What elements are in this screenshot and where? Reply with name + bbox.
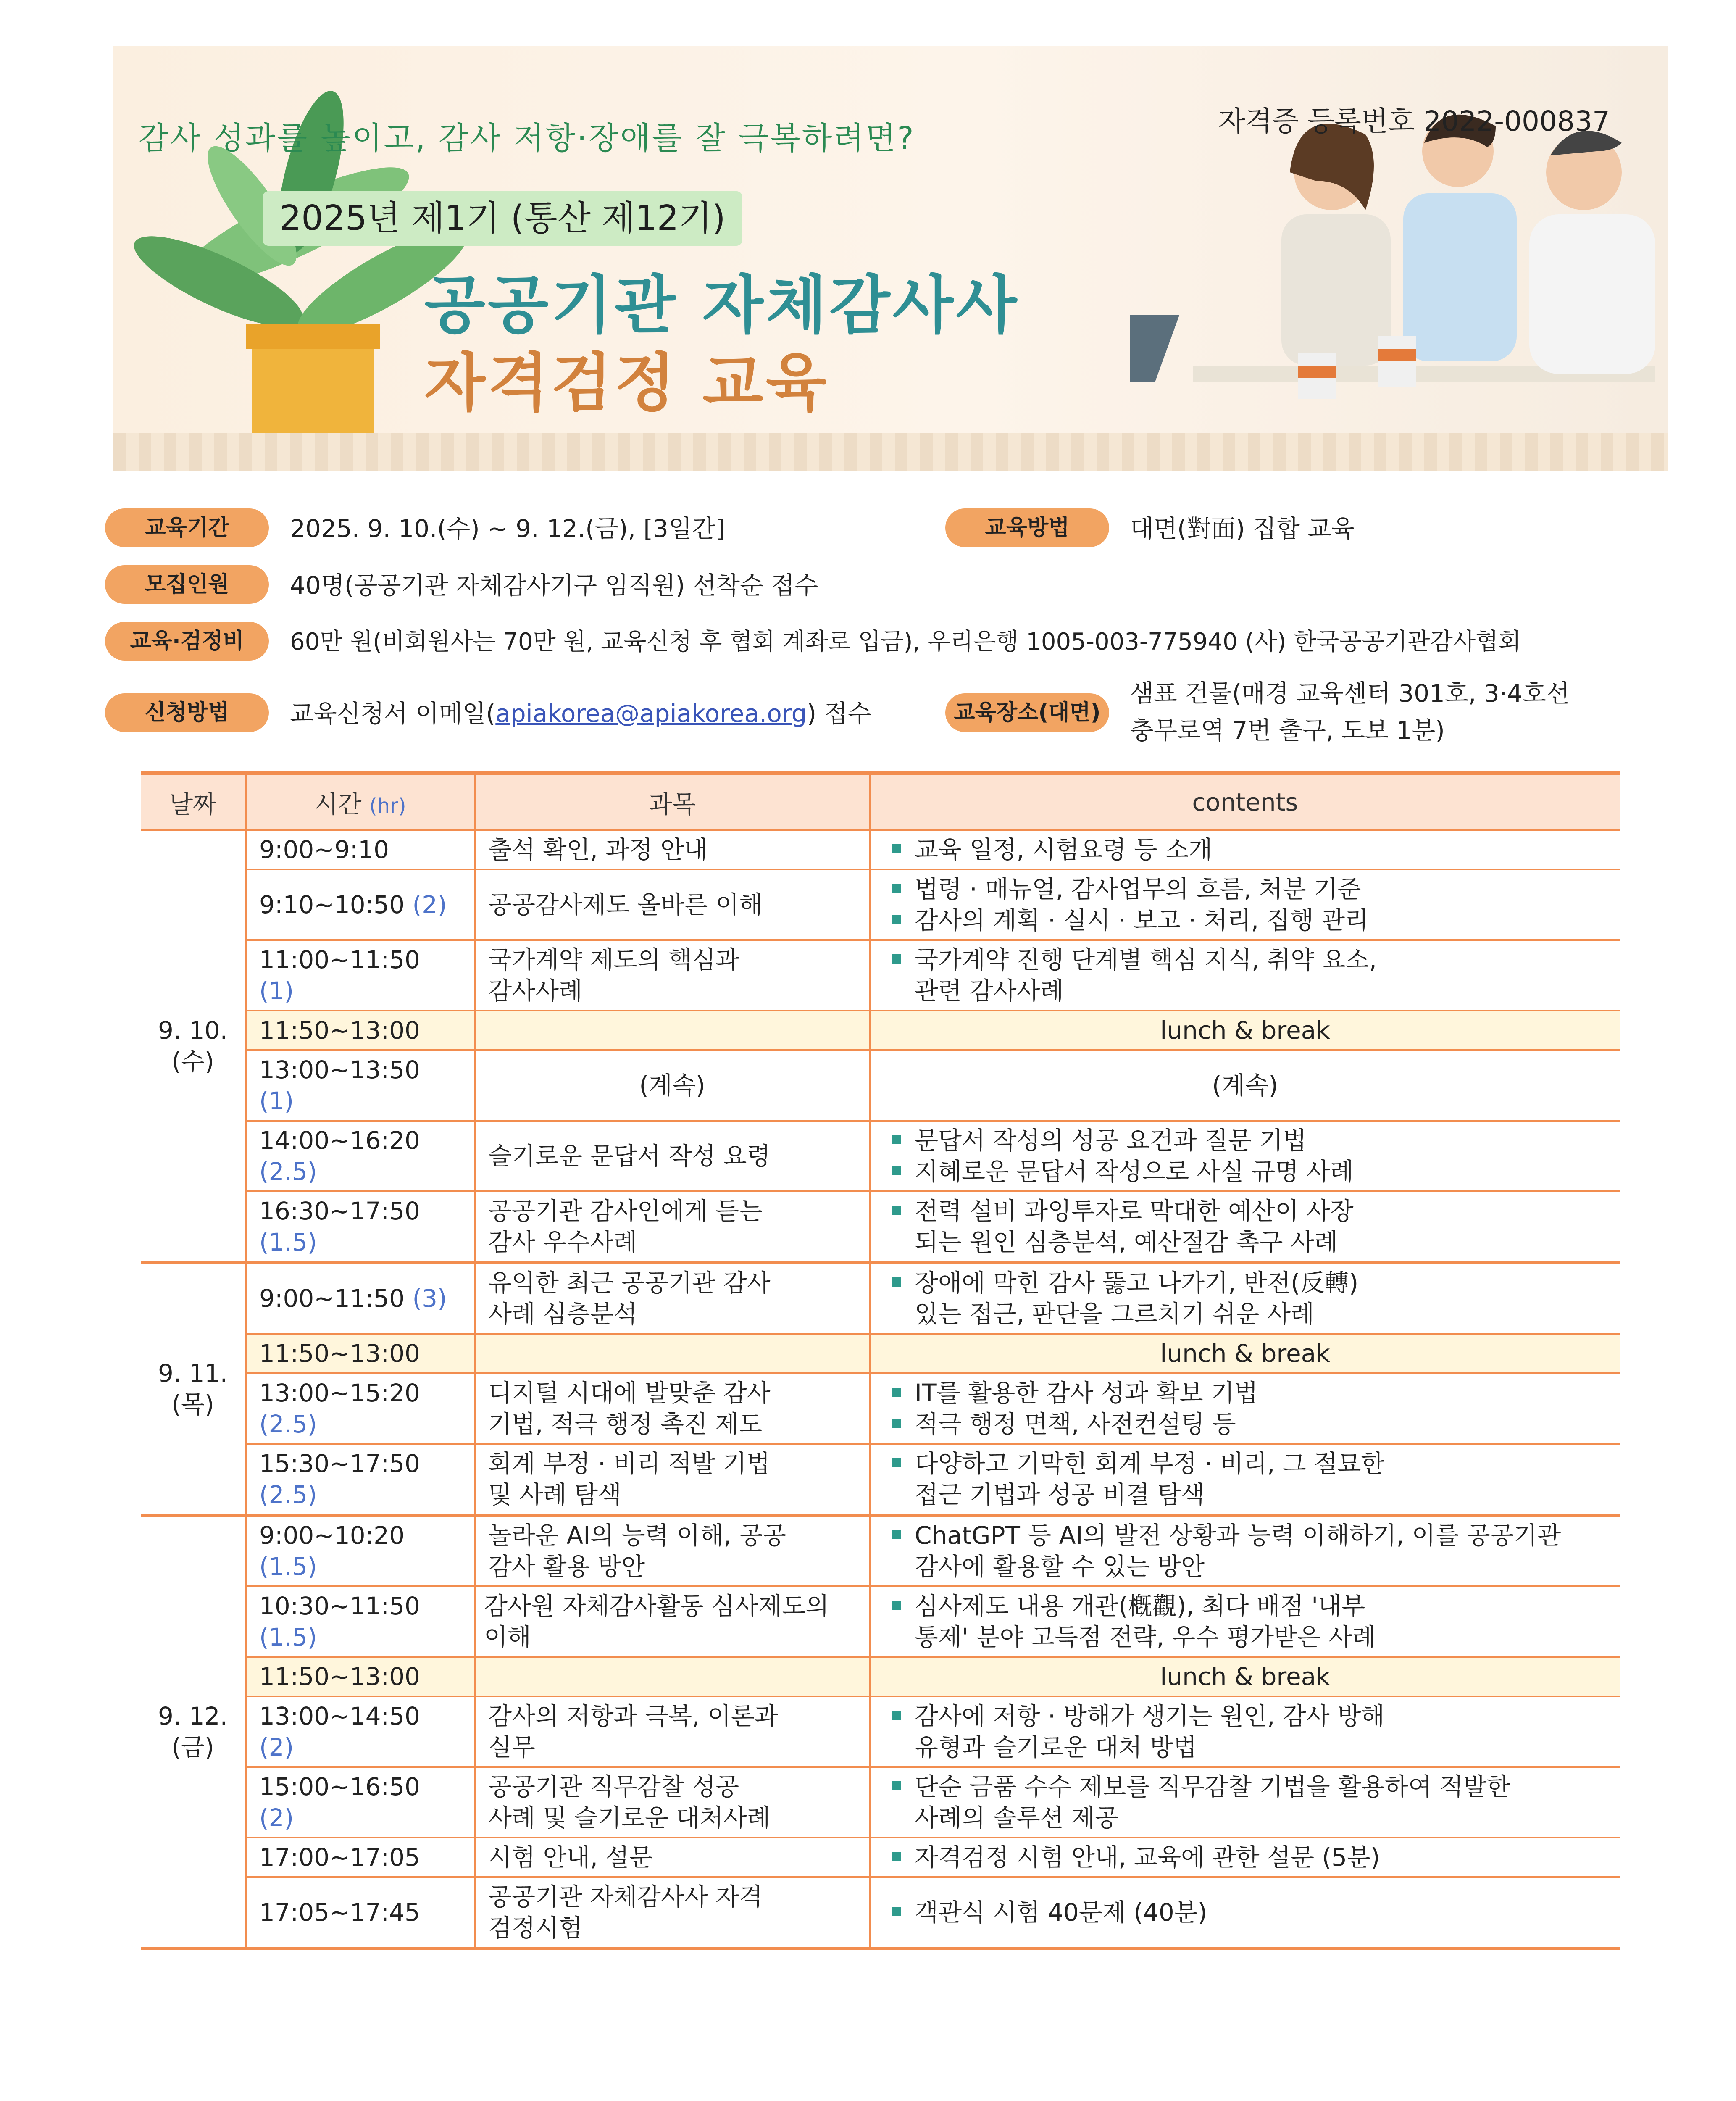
subject-cell: 국가계약 제도의 핵심과 감사사례	[475, 940, 870, 1011]
table-row	[141, 1877, 1620, 1948]
place-label: 교육장소(대면)	[945, 693, 1109, 732]
subject-cell: 감사의 저항과 극복, 이론과 실무	[475, 1696, 870, 1767]
table-row	[141, 1263, 1620, 1334]
contents-cell: 다양하고 기막힌 회계 부정 · 비리, 그 절묘한 접근 기법과 성공 비결 탐색	[870, 1444, 1620, 1515]
subject-cell: 공공감사제도 올바른 이해	[475, 869, 870, 940]
header-time: 시간 (hr)	[246, 773, 475, 830]
time-cell: 9:00~11:50 (3)	[246, 1263, 475, 1334]
certificate-number: 자격증 등록번호 2022-000837	[1218, 105, 1610, 137]
contents-cell: 감사에 저항 · 방해가 생기는 원인, 감사 방해 유형과 슬기로운 대처 방법	[870, 1696, 1620, 1767]
time-cell: 10:30~11:50 (1.5)	[246, 1586, 475, 1657]
contents-cell: 전력 설비 과잉투자로 막대한 예산이 사장 되는 원인 심층분석, 예산절감 촉구 사례	[870, 1191, 1620, 1263]
fee-value: 60만 원(비회원사는 70만 원, 교육신청 후 협회 계좌로 입금), 우리은행 1005-003-775940 (사) 한국공공기관감사협회	[290, 628, 1521, 656]
time-cell: 13:00~13:50 (1)	[246, 1050, 475, 1121]
method-label: 교육방법	[945, 508, 1109, 547]
apply-label: 신청방법	[105, 693, 269, 732]
time-cell: 11:50~13:00	[246, 1657, 475, 1696]
contents-cell: 단순 금품 수수 제보를 직무감찰 기법을 활용하여 적발한 사례의 솔루션 제공	[870, 1767, 1620, 1838]
table-row	[141, 1515, 1620, 1587]
time-cell: 11:00~11:50 (1)	[246, 940, 475, 1011]
fee-label: 교육·검정비	[105, 622, 269, 661]
subject-cell	[475, 1334, 870, 1373]
subject-cell: 시험 안내, 설문	[475, 1838, 870, 1877]
subject-cell	[475, 1657, 870, 1696]
date-cell: 9. 12. (금)	[141, 1515, 246, 1948]
period-value: 2025. 9. 10.(수) ~ 9. 12.(금), [3일간]	[290, 514, 725, 543]
table-row	[141, 1838, 1620, 1877]
time-cell: 14:00~16:20 (2.5)	[246, 1121, 475, 1191]
time-cell: 15:30~17:50 (2.5)	[246, 1444, 475, 1515]
subject-cell: (계속)	[475, 1050, 870, 1121]
header-subject: 과목	[475, 773, 870, 830]
contents-cell: 교육 일정, 시험요령 등 소개	[870, 830, 1620, 869]
contents-cell: lunch & break	[870, 1011, 1620, 1050]
time-cell: 11:50~13:00	[246, 1011, 475, 1050]
table-row	[141, 1444, 1620, 1515]
time-cell: 13:00~14:50 (2)	[246, 1696, 475, 1767]
time-cell: 9:00~9:10	[246, 830, 475, 869]
subject-cell: 슬기로운 문답서 작성 요령	[475, 1121, 870, 1191]
subject-cell: 감사원 자체감사활동 심사제도의 이해	[475, 1586, 870, 1657]
time-cell: 16:30~17:50 (1.5)	[246, 1191, 475, 1263]
recruit-label: 모집인원	[105, 565, 269, 604]
period-label: 교육기간	[105, 508, 269, 547]
table-row	[141, 1373, 1620, 1444]
contents-cell: 객관식 시험 40문제 (40분)	[870, 1877, 1620, 1948]
contents-cell: ChatGPT 등 AI의 발전 상황과 능력 이해하기, 이를 공공기관 감사에 활용할 수 있는 방안	[870, 1515, 1620, 1587]
date-cell: 9. 11. (목)	[141, 1263, 246, 1515]
table-row	[141, 1696, 1620, 1767]
table-row	[141, 1121, 1620, 1191]
table-row	[141, 1767, 1620, 1838]
time-cell: 9:10~10:50 (2)	[246, 869, 475, 940]
subject-cell: 회계 부정 · 비리 적발 기법 및 사례 탐색	[475, 1444, 870, 1515]
subject-cell: 놀라운 AI의 능력 이해, 공공 감사 활용 방안	[475, 1515, 870, 1587]
time-cell: 9:00~10:20 (1.5)	[246, 1515, 475, 1587]
contents-cell: lunch & break	[870, 1657, 1620, 1696]
time-cell: 15:00~16:50 (2)	[246, 1767, 475, 1838]
subject-cell: 공공기관 자체감사사 자격 검정시험	[475, 1877, 870, 1948]
table-row	[141, 1191, 1620, 1263]
contents-cell: 심사제도 내용 개관(槪觀), 최다 배점 '내부 통제' 분야 고득점 전략, 우수 평가받은 사례	[870, 1586, 1620, 1657]
table-row	[141, 940, 1620, 1011]
place-line-2: 충무로역 7번 출구, 도보 1분)	[1130, 716, 1445, 745]
contents-cell: 문답서 작성의 성공 요건과 질문 기법 지혜로운 문답서 작성으로 사실 규명 사례	[870, 1121, 1620, 1191]
title-line-2: 자격검정 교육	[424, 347, 829, 420]
time-cell: 17:05~17:45	[246, 1877, 475, 1948]
time-cell: 13:00~15:20 (2.5)	[246, 1373, 475, 1444]
banner-tagline: 감사 성과를 높이고, 감사 저항·장애를 잘 극복하려면?	[139, 120, 915, 156]
subject-cell	[475, 1011, 870, 1050]
recruit-value: 40명(공공기관 자체감사기구 임직원) 선착순 접수	[290, 571, 818, 600]
header-date: 날짜	[141, 773, 246, 830]
contents-cell: (계속)	[870, 1050, 1620, 1121]
apply-value: 교육신청서 이메일(apiakorea@apiakorea.org) 접수	[290, 699, 871, 728]
subject-cell: 출석 확인, 과정 안내	[475, 830, 870, 869]
contents-cell: 장애에 막힌 감사 뚫고 나가기, 반전(反轉) 있는 접근, 판단을 그르치기 쉬운 사례	[870, 1263, 1620, 1334]
email-link[interactable]: apiakorea@apiakorea.org	[495, 699, 807, 728]
time-cell: 17:00~17:05	[246, 1838, 475, 1877]
table-header-row	[141, 773, 1620, 830]
table-row	[141, 1050, 1620, 1121]
table-row	[141, 1586, 1620, 1657]
title-line-1: 공공기관 자체감사사	[424, 269, 1020, 342]
table-row	[141, 830, 1620, 869]
subject-cell: 공공기관 직무감찰 성공 사례 및 슬기로운 대처사례	[475, 1767, 870, 1838]
table-row	[141, 1657, 1620, 1696]
contents-cell: 자격검정 시험 안내, 교육에 관한 설문 (5분)	[870, 1838, 1620, 1877]
subject-cell: 공공기관 감사인에게 듣는 감사 우수사례	[475, 1191, 870, 1263]
schedule-table	[141, 771, 1620, 1950]
session-label: 2025년 제1기 (통산 제12기)	[263, 191, 742, 246]
header-contents: contents	[870, 773, 1620, 830]
place-line-1: 샘표 건물(매경 교육센터 301호, 3·4호선	[1130, 679, 1570, 708]
contents-cell: lunch & break	[870, 1334, 1620, 1373]
subject-cell: 유익한 최근 공공기관 감사 사례 심층분석	[475, 1263, 870, 1334]
contents-cell: IT를 활용한 감사 성과 확보 기법 적극 행정 면책, 사전컨설팅 등	[870, 1373, 1620, 1444]
contents-cell: 법령 · 매뉴얼, 감사업무의 흐름, 처분 기준 감사의 계획 · 실시 · 보고 · 처리, 집행 관리	[870, 869, 1620, 940]
table-row	[141, 1334, 1620, 1373]
subject-cell: 디지털 시대에 발맞춘 감사 기법, 적극 행정 촉진 제도	[475, 1373, 870, 1444]
table-row	[141, 1011, 1620, 1050]
contents-cell: 국가계약 진행 단계별 핵심 지식, 취약 요소, 관련 감사사례	[870, 940, 1620, 1011]
table-row	[141, 869, 1620, 940]
method-value: 대면(對面) 집합 교육	[1130, 514, 1355, 543]
time-cell: 11:50~13:00	[246, 1334, 475, 1373]
date-cell: 9. 10. (수)	[141, 830, 246, 1263]
